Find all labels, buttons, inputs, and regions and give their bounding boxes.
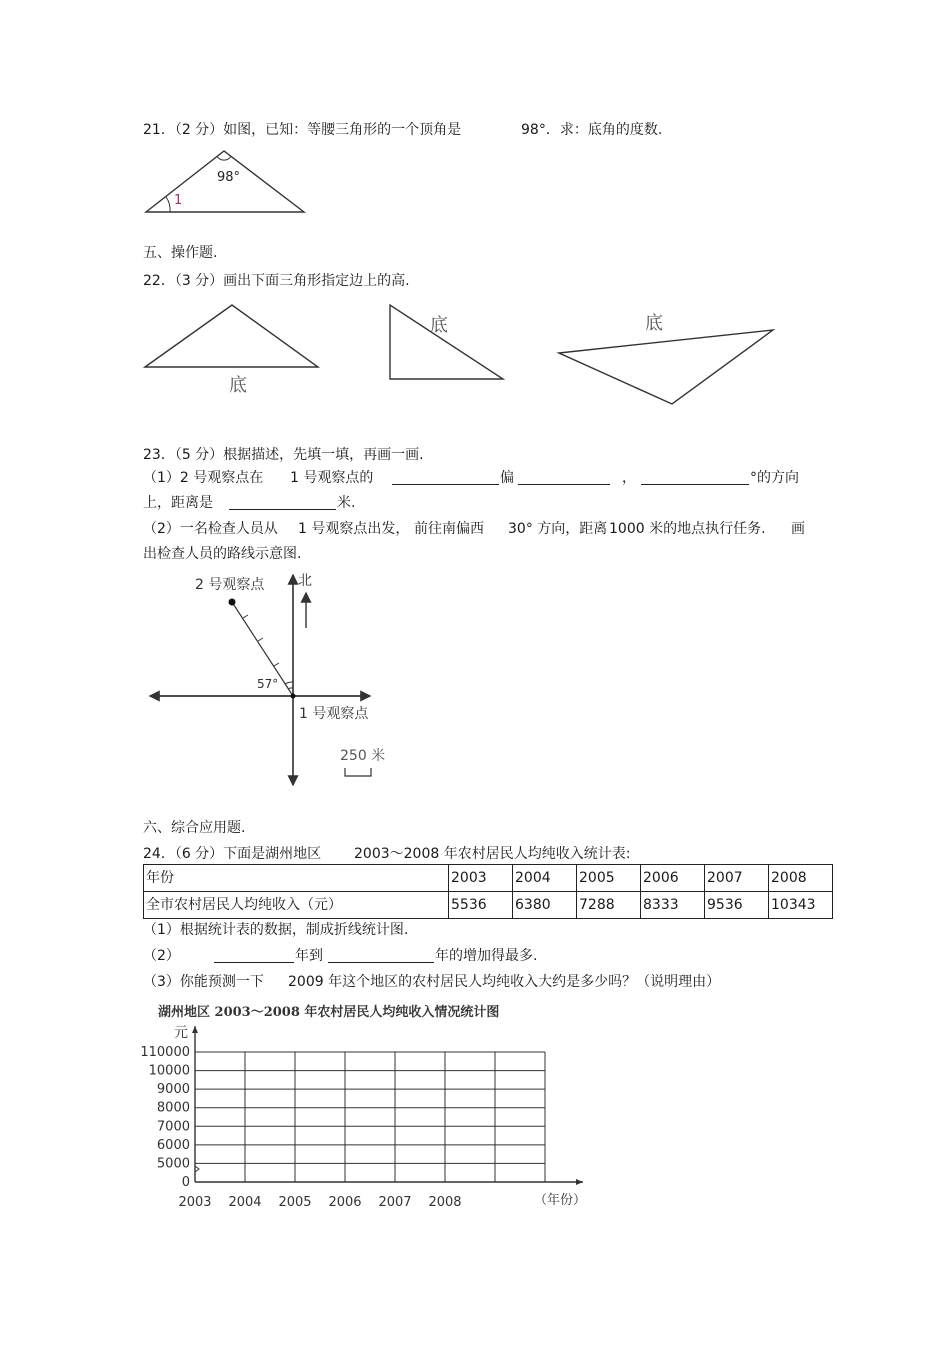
q23-blank-3[interactable] <box>641 470 749 485</box>
q23-angle-label: 57° <box>257 677 279 691</box>
q21-angle-label: 1 <box>174 193 183 208</box>
y-tick-label: 7000 <box>156 1119 190 1135</box>
q23-direction-figure <box>140 565 400 795</box>
q21-text-a: 21．（2 分）如图，已知：等腰三角形的一个顶角是 <box>143 122 462 138</box>
q24-text-a: 24．（6 分）下面是湖州地区 <box>143 846 322 862</box>
q22-triangle-3 <box>555 305 780 410</box>
table-cell: 年份 <box>144 865 449 892</box>
section5-heading: 五、操作题. <box>143 245 218 261</box>
q23-p2-d: 30° 方向，距离 <box>508 521 608 537</box>
q24-s2-a: （2） <box>143 948 180 964</box>
q23-p2-c: 前往南偏西 <box>414 521 484 537</box>
x-tick-label: 2004 <box>228 1195 262 1210</box>
q23-text: 23．（5 分）根据描述，先填一填，再画一画. <box>143 447 424 463</box>
table-cell: 2008 <box>769 865 833 892</box>
table-cell: 10343 <box>769 892 833 919</box>
q22-triangle-1 <box>140 300 325 400</box>
q24-s1: （1）根据统计表的数据，制成折线统计图. <box>143 922 409 938</box>
q23-scale-label: 250 米 <box>340 748 386 764</box>
q24-text-b: 2003～2008 年农村居民人均纯收入统计表: <box>354 846 631 862</box>
q23-p2-g: 出检查人员的路线示意图. <box>143 546 302 562</box>
x-tick-label: 2006 <box>328 1195 362 1210</box>
q23-point1-label: 1 号观察点 <box>299 706 369 722</box>
q23-p1-e: °的方向 <box>750 470 799 486</box>
q21-apex-label: 98° <box>217 170 241 185</box>
table-cell: 9536 <box>705 892 769 919</box>
section6-heading: 六、综合应用题. <box>143 820 246 836</box>
table-header-row <box>144 865 833 892</box>
y-tick-label: 8000 <box>156 1100 190 1116</box>
q24-s2-c: 年的增加得最多. <box>435 948 538 964</box>
q23-p1-b: 1 号观察点的 <box>290 470 374 486</box>
q24-s2-b: 年到 <box>295 948 323 964</box>
y-tick-label: 110000 <box>140 1045 190 1060</box>
q23-blank-4[interactable] <box>229 495 336 510</box>
q23-north-label: 北 <box>298 573 312 589</box>
table-cell: 2005 <box>577 865 641 892</box>
q23-blank-2[interactable] <box>518 470 610 485</box>
q22-base-label-2: 底 <box>430 315 448 336</box>
q24-blank-2[interactable] <box>328 948 434 963</box>
q23-p2-e: 1000 米的地点执行任务. <box>609 521 766 537</box>
y-tick-label: 10000 <box>148 1063 190 1079</box>
table-row <box>144 892 833 919</box>
x-tick-label: 2008 <box>428 1195 462 1210</box>
q21-triangle-figure <box>140 145 310 217</box>
chart-title: 湖州地区 2003～2008 年农村居民人均纯收入情况统计图 <box>158 1005 500 1020</box>
table-cell: 2003 <box>449 865 513 892</box>
q22-text: 22．（3 分）画出下面三角形指定边上的高. <box>143 273 410 289</box>
table-cell: 5536 <box>449 892 513 919</box>
y-tick-label: 6000 <box>156 1137 190 1153</box>
y-tick-label: 9000 <box>156 1082 190 1098</box>
table-cell: 6380 <box>513 892 577 919</box>
q22-base-label-3: 底 <box>645 313 663 334</box>
q21-text-b: 98°．求：底角的度数. <box>521 122 663 138</box>
q22-base-label-1: 底 <box>229 375 247 396</box>
q22-triangle-2 <box>385 300 510 385</box>
y-axis-arrow <box>192 1026 198 1033</box>
q23-p1-g: 米. <box>337 495 356 511</box>
x-tick-label: 2003 <box>178 1195 212 1210</box>
table-cell: 8333 <box>641 892 705 919</box>
q23-p1-f: 上，距离是 <box>143 495 213 511</box>
q23-p2-b: 1 号观察点出发， <box>298 521 410 537</box>
q23-p1-c: 偏 <box>500 470 514 486</box>
x-axis-arrow <box>576 1179 583 1185</box>
table-cell: 2007 <box>705 865 769 892</box>
income-line-chart <box>140 1000 610 1215</box>
y-tick-label: 5000 <box>156 1156 190 1172</box>
q23-point2-label: 2 号观察点 <box>195 577 265 593</box>
q23-p2-f: 画 <box>791 521 805 537</box>
q24-blank-1[interactable] <box>214 948 294 963</box>
income-table <box>143 864 833 919</box>
q23-p1-d: ， <box>622 470 636 486</box>
y-tick-label: 0 <box>181 1175 190 1190</box>
q23-p2-a: （2）一名检查人员从 <box>143 521 278 537</box>
table-cell: 2006 <box>641 865 705 892</box>
x-tick-label: 2005 <box>278 1195 312 1210</box>
q23-p1-a: （1）2 号观察点在 <box>143 470 264 486</box>
table-cell: 7288 <box>577 892 641 919</box>
q24-s3-a: （3）你能预测一下 <box>143 974 264 990</box>
table-cell: 全市农村居民人均纯收入（元） <box>144 892 449 919</box>
chart-xlabel: （年份） <box>534 1193 587 1208</box>
table-cell: 2004 <box>513 865 577 892</box>
q24-s3-b: 2009 年这个地区的农村居民人均纯收入大约是多少吗？（说明理由） <box>288 974 721 990</box>
q23-blank-1[interactable] <box>392 470 499 485</box>
chart-ylabel: 元 <box>174 1025 188 1041</box>
x-tick-label: 2007 <box>378 1195 412 1210</box>
